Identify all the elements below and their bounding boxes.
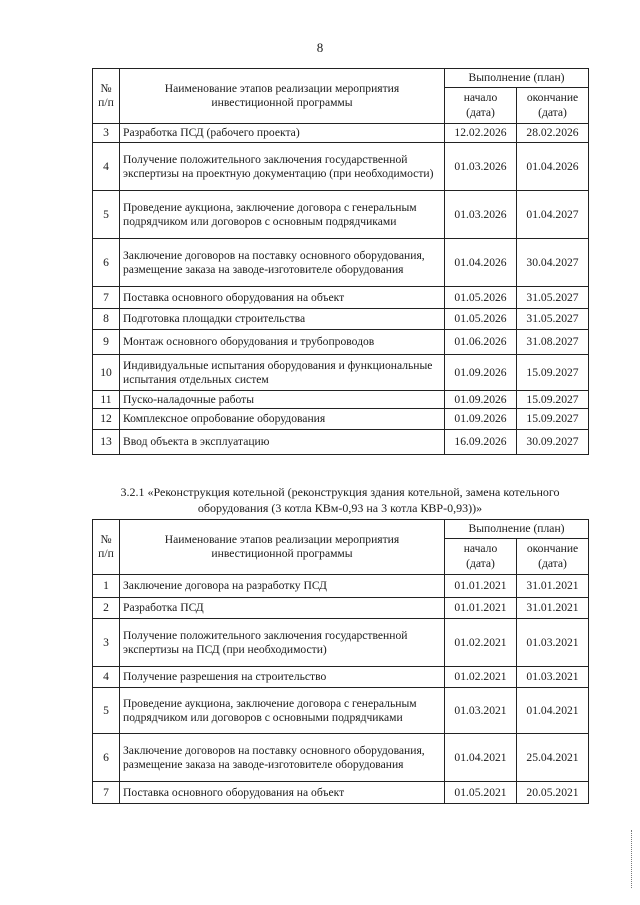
start-date: 01.03.2026 <box>445 143 517 191</box>
table-row <box>93 143 589 191</box>
end-date: 01.04.2026 <box>517 143 589 191</box>
start-date: 01.09.2026 <box>445 355 517 391</box>
table-row <box>93 782 589 804</box>
row-number: 6 <box>93 239 120 287</box>
end-date: 31.01.2021 <box>517 575 589 598</box>
table-row <box>93 575 589 598</box>
header-execution-plan: Выполнение (план) <box>445 520 589 539</box>
table-row <box>93 330 589 355</box>
header-stage-name: Наименование этапов реализации мероприятия инвестиционной программы <box>120 520 445 575</box>
end-date: 01.03.2021 <box>517 667 589 688</box>
stage-name: Ввод объекта в эксплуатацию <box>120 430 445 455</box>
end-date: 15.09.2027 <box>517 355 589 391</box>
start-date: 01.05.2026 <box>445 287 517 309</box>
row-number: 5 <box>93 688 120 734</box>
table-row <box>93 191 589 239</box>
header-row-number: № п/п <box>93 69 120 124</box>
stage-name: Получение положительного заключения государственной экспертизы на ПСД (при необходимости) <box>120 619 445 667</box>
end-date: 15.09.2027 <box>517 409 589 430</box>
stage-name: Поставка основного оборудования на объект <box>120 782 445 804</box>
stage-name: Получение разрешения на строительство <box>120 667 445 688</box>
end-date: 30.09.2027 <box>517 430 589 455</box>
table-row <box>93 355 589 391</box>
header-execution-plan: Выполнение (план) <box>445 69 589 88</box>
start-date: 01.05.2026 <box>445 309 517 330</box>
row-number: 11 <box>93 391 120 409</box>
row-number: 3 <box>93 619 120 667</box>
table-row <box>93 391 589 409</box>
row-number: 1 <box>93 575 120 598</box>
row-number: 3 <box>93 124 120 143</box>
row-number: 13 <box>93 430 120 455</box>
end-date: 31.08.2027 <box>517 330 589 355</box>
table-row <box>93 239 589 287</box>
table-row <box>93 734 589 782</box>
table-row <box>93 619 589 667</box>
row-number: 5 <box>93 191 120 239</box>
end-date: 25.04.2021 <box>517 734 589 782</box>
start-date: 01.04.2021 <box>445 734 517 782</box>
header-start-date: начало (дата) <box>445 88 517 124</box>
stage-name: Поставка основного оборудования на объект <box>120 287 445 309</box>
row-number: 8 <box>93 309 120 330</box>
row-number: 12 <box>93 409 120 430</box>
end-date: 01.04.2021 <box>517 688 589 734</box>
start-date: 16.09.2026 <box>445 430 517 455</box>
row-number: 4 <box>93 667 120 688</box>
row-number: 9 <box>93 330 120 355</box>
investment-stages-table <box>92 68 589 455</box>
table-row <box>93 598 589 619</box>
table-row <box>93 124 589 143</box>
header-end-date: окончание (дата) <box>517 539 589 575</box>
boiler-reconstruction-table <box>92 519 589 804</box>
row-number: 7 <box>93 782 120 804</box>
header-row-number: № п/п <box>93 520 120 575</box>
header-end-date: окончание (дата) <box>517 88 589 124</box>
header-stage-name: Наименование этапов реализации мероприятия инвестиционной программы <box>120 69 445 124</box>
stage-name: Индивидуальные испытания оборудования и функциональные испытания отдельных систем <box>120 355 445 391</box>
table-row <box>93 667 589 688</box>
row-number: 4 <box>93 143 120 191</box>
table-row <box>93 287 589 309</box>
start-date: 01.03.2026 <box>445 191 517 239</box>
stage-name: Заключение договоров на поставку основного оборудования, размещение заказа на заводе-изготовителе оборудования <box>120 734 445 782</box>
end-date: 01.03.2021 <box>517 619 589 667</box>
stage-name: Пуско-наладочные работы <box>120 391 445 409</box>
table-row <box>93 409 589 430</box>
stage-name: Разработка ПСД <box>120 598 445 619</box>
stage-name: Разработка ПСД (рабочего проекта) <box>120 124 445 143</box>
start-date: 01.02.2021 <box>445 619 517 667</box>
table-row <box>93 430 589 455</box>
start-date: 01.02.2021 <box>445 667 517 688</box>
end-date: 01.04.2027 <box>517 191 589 239</box>
table-1-body <box>93 124 589 455</box>
start-date: 01.09.2026 <box>445 409 517 430</box>
start-date: 12.02.2026 <box>445 124 517 143</box>
stage-name: Комплексное опробование оборудования <box>120 409 445 430</box>
stage-name: Подготовка площадки строительства <box>120 309 445 330</box>
end-date: 15.09.2027 <box>517 391 589 409</box>
stage-name: Монтаж основного оборудования и трубопроводов <box>120 330 445 355</box>
row-number: 2 <box>93 598 120 619</box>
start-date: 01.09.2026 <box>445 391 517 409</box>
stage-name: Заключение договоров на поставку основного оборудования, размещение заказа на заводе-изготовителе оборудования <box>120 239 445 287</box>
header-start-date: начало (дата) <box>445 539 517 575</box>
scan-edge-mark <box>631 830 633 888</box>
start-date: 01.06.2026 <box>445 330 517 355</box>
stage-name: Проведение аукциона, заключение договора с генеральным подрядчиком или договоров с основным подрядчиками <box>120 191 445 239</box>
end-date: 31.01.2021 <box>517 598 589 619</box>
row-number: 7 <box>93 287 120 309</box>
start-date: 01.03.2021 <box>445 688 517 734</box>
stage-name: Заключение договора на разработку ПСД <box>120 575 445 598</box>
end-date: 20.05.2021 <box>517 782 589 804</box>
end-date: 31.05.2027 <box>517 309 589 330</box>
start-date: 01.01.2021 <box>445 598 517 619</box>
table-2-body <box>93 575 589 804</box>
start-date: 01.04.2026 <box>445 239 517 287</box>
start-date: 01.05.2021 <box>445 782 517 804</box>
row-number: 10 <box>93 355 120 391</box>
section-caption: 3.2.1 «Реконструкция котельной (реконструкция здания котельной, замена котельного оборудования (3 котла КВм-0,93 на 3 котла КВР-0,93))» <box>120 485 560 515</box>
end-date: 31.05.2027 <box>517 287 589 309</box>
row-number: 6 <box>93 734 120 782</box>
end-date: 28.02.2026 <box>517 124 589 143</box>
table-row <box>93 688 589 734</box>
page-number: 8 <box>316 40 324 55</box>
table-row <box>93 309 589 330</box>
stage-name: Проведение аукциона, заключение договора с генеральным подрядчиком или договоров с основными подрядчиками <box>120 688 445 734</box>
start-date: 01.01.2021 <box>445 575 517 598</box>
stage-name: Получение положительного заключения государственной экспертизы на проектную документацию (при необходимости) <box>120 143 445 191</box>
end-date: 30.04.2027 <box>517 239 589 287</box>
